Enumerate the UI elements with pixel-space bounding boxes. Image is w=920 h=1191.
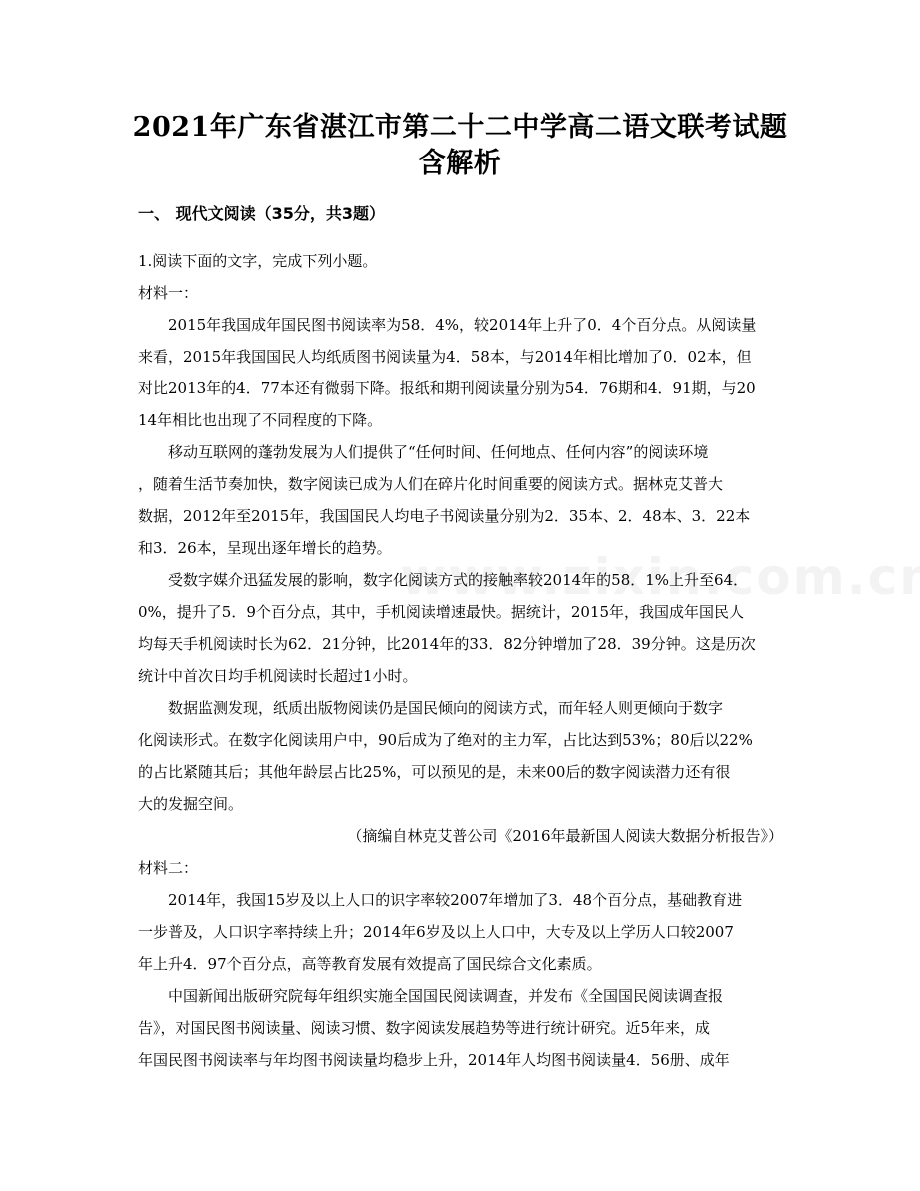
question-intro: 1.阅读下面的文字，完成下列小题。 xyxy=(138,252,378,270)
material-1-line: 来看，2015年我国国民人均纸质图书阅读量为4．58本，与2014年相比增加了0．02本，但 xyxy=(138,348,752,366)
section-heading: 一、 现代文阅读（35分，共3题） xyxy=(138,204,385,223)
material-1-line: 均每天手机阅读时长为62．21分钟，比2014年的33．82分钟增加了28．39分钟。这是历次 xyxy=(138,635,756,653)
document-title-line-1: 2021年广东省湛江市第二十二中学高二语文联考试题 xyxy=(132,112,788,143)
material-1-source: （摘编自林克艾普公司《2016年最新国人阅读大数据分析报告》） xyxy=(347,827,783,845)
material-1-line: 数据监测发现，纸质出版物阅读仍是国民倾向的阅读方式，而年轻人则更倾向于数字 xyxy=(168,699,724,717)
material-2-label: 材料二： xyxy=(138,859,199,877)
material-1-line: 化阅读形式。在数字化阅读用户中，90后成为了绝对的主力军，占比达到53%；80后以22% xyxy=(138,731,753,749)
material-2-line: 一步普及，人口识字率持续上升；2014年6岁及以上人口中，大专及以上学历人口较2007 xyxy=(138,923,734,941)
watermark xyxy=(400,548,920,606)
material-1-line: 对比2013年的4．77本还有微弱下降。报纸和期刊阅读量分别为54．76期和4．91期，与20 xyxy=(138,379,756,397)
material-1-line: 大的发掘空间。 xyxy=(138,795,244,813)
document-title-line-2: 含解析 xyxy=(418,148,502,179)
material-1-line: 的占比紧随其后；其他年龄层占比25%，可以预见的是，未来00后的数字阅读潜力还有很 xyxy=(138,763,731,781)
material-1-line: 移动互联网的蓬勃发展为人们提供了“任何时间、任何地点、任何内容”的阅读环境 xyxy=(168,443,709,461)
material-2-line: 中国新闻出版研究院每年组织实施全国国民阅读调查，并发布《全国国民阅读调查报 xyxy=(168,987,724,1005)
material-2-line: 年上升4．97个百分点，高等教育发展有效提高了国民综合文化素质。 xyxy=(138,955,602,973)
material-1-line: 2015年我国成年国民图书阅读率为58．4%，较2014年上升了0．4个百分点。从阅读量 xyxy=(168,316,757,334)
material-2-line: 告》，对国民图书阅读量、阅读习惯、数字阅读发展趋势等进行统计研究。近5年来，成 xyxy=(138,1019,711,1037)
material-1-line: 14年相比也出现了不同程度的下降。 xyxy=(138,411,383,429)
material-1-line: ，随着生活节奏加快，数字阅读已成为人们在碎片化时间重要的阅读方式。据林克艾普大 xyxy=(138,475,724,493)
material-2-line: 2014年，我国15岁及以上人口的识字率较2007年增加了3．48个百分点，基础教育进 xyxy=(168,891,743,909)
material-1-line: 受数字媒介迅猛发展的影响，数字化阅读方式的接触率较2014年的58．1%上升至64． xyxy=(168,571,749,589)
material-1-line: 数据，2012年至2015年，我国国民人均电子书阅读量分别为2．35本、2．48本、3．22本 xyxy=(138,507,751,525)
material-1-line: 0%，提升了5．9个百分点，其中，手机阅读增速最快。据统计，2015年，我国成年国民人 xyxy=(138,603,745,621)
material-1-label: 材料一： xyxy=(138,284,199,302)
material-1-line: 统计中首次日均手机阅读时长超过1小时。 xyxy=(138,667,418,685)
material-1-line: 和3．26本，呈现出逐年增长的趋势。 xyxy=(138,539,392,557)
material-2-line: 年国民图书阅读率与年均图书阅读量均稳步上升，2014年人均图书阅读量4．56册、成年 xyxy=(138,1051,730,1069)
